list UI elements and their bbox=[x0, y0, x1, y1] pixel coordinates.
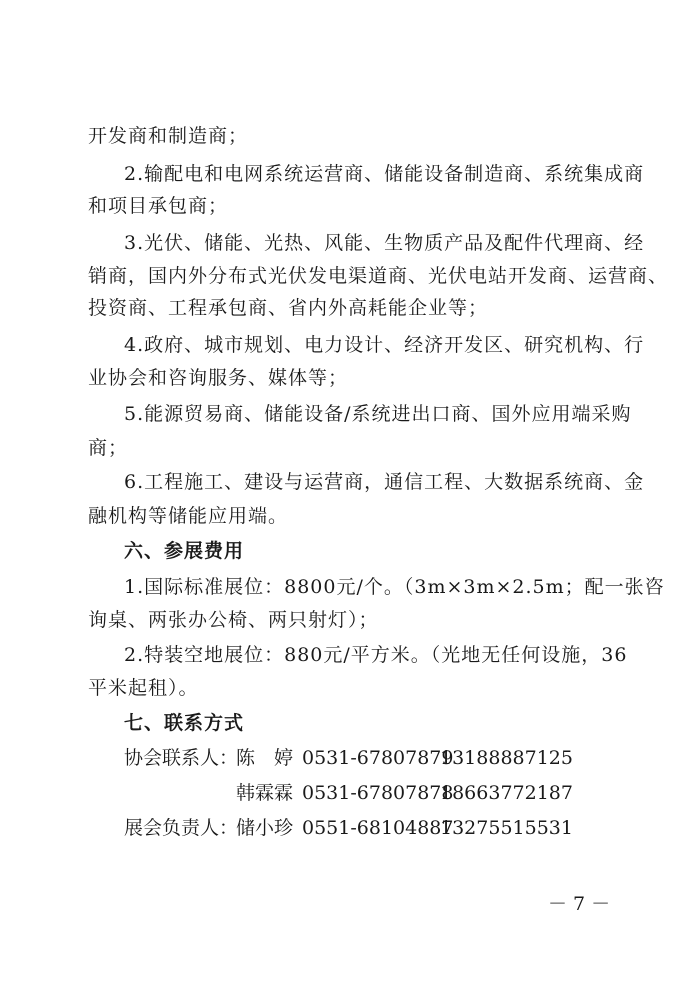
text-line: 融机构等储能应用端。 bbox=[88, 505, 289, 527]
contact-name: 陈 婷 bbox=[236, 747, 294, 769]
list-item-2: 2.输配电和电网系统运营商、储能设备制造商、系统集成商 bbox=[124, 163, 645, 185]
text-line: 询桌、两张办公椅、两只射灯）； bbox=[88, 609, 379, 631]
list-item-4: 4.政府、城市规划、电力设计、经济开发区、研究机构、行 bbox=[124, 334, 645, 356]
contact-phone: 0531-67807879 bbox=[302, 747, 454, 769]
contact-label: 展会负责人： bbox=[124, 817, 239, 839]
contact-phone: 0551-68104887 bbox=[302, 817, 454, 839]
contact-name: 储小珍 bbox=[236, 817, 294, 839]
fee-item-1: 1.国际标准展位：8800元/个。（3m×3m×2.5m；配一张咨 bbox=[124, 576, 665, 598]
section-heading-contact: 七、联系方式 bbox=[124, 712, 245, 734]
contact-row bbox=[124, 746, 664, 772]
contact-mobile: 13188887125 bbox=[440, 747, 573, 769]
text-line: 商； bbox=[88, 437, 129, 459]
text-line: 平米起租）。 bbox=[88, 677, 199, 699]
contact-phone: 0531-67807878 bbox=[302, 782, 454, 804]
contact-mobile: 18663772187 bbox=[440, 782, 573, 804]
page-number: － 7 － bbox=[548, 893, 611, 915]
list-item-6: 6.工程施工、建设与运营商，通信工程、大数据系统商、金 bbox=[124, 471, 645, 493]
list-item-5: 5.能源贸易商、储能设备/系统进出口商、国外应用端采购 bbox=[124, 403, 632, 425]
fee-item-2: 2.特装空地展位：880元/平方米。（光地无任何设施，36 bbox=[124, 644, 628, 666]
contact-mobile: 13275515531 bbox=[440, 817, 573, 839]
contact-row bbox=[124, 816, 664, 842]
text-line: 销商，国内外分布式光伏发电渠道商、光伏电站开发商、运营商、 bbox=[88, 265, 669, 287]
contact-name: 韩霖霖 bbox=[236, 782, 294, 804]
text-line: 和项目承包商； bbox=[88, 195, 229, 217]
contact-label: 协会联系人： bbox=[124, 747, 239, 769]
section-heading-fees: 六、参展费用 bbox=[124, 540, 245, 562]
text-line: 业协会和咨询服务、媒体等； bbox=[88, 367, 349, 389]
list-item-3: 3.光伏、储能、光热、风能、生物质产品及配件代理商、经 bbox=[124, 232, 645, 254]
contact-row bbox=[124, 781, 664, 807]
text-line: 开发商和制造商； bbox=[88, 125, 249, 147]
text-line: 投资商、工程承包商、省内外高耗能企业等； bbox=[88, 297, 489, 319]
